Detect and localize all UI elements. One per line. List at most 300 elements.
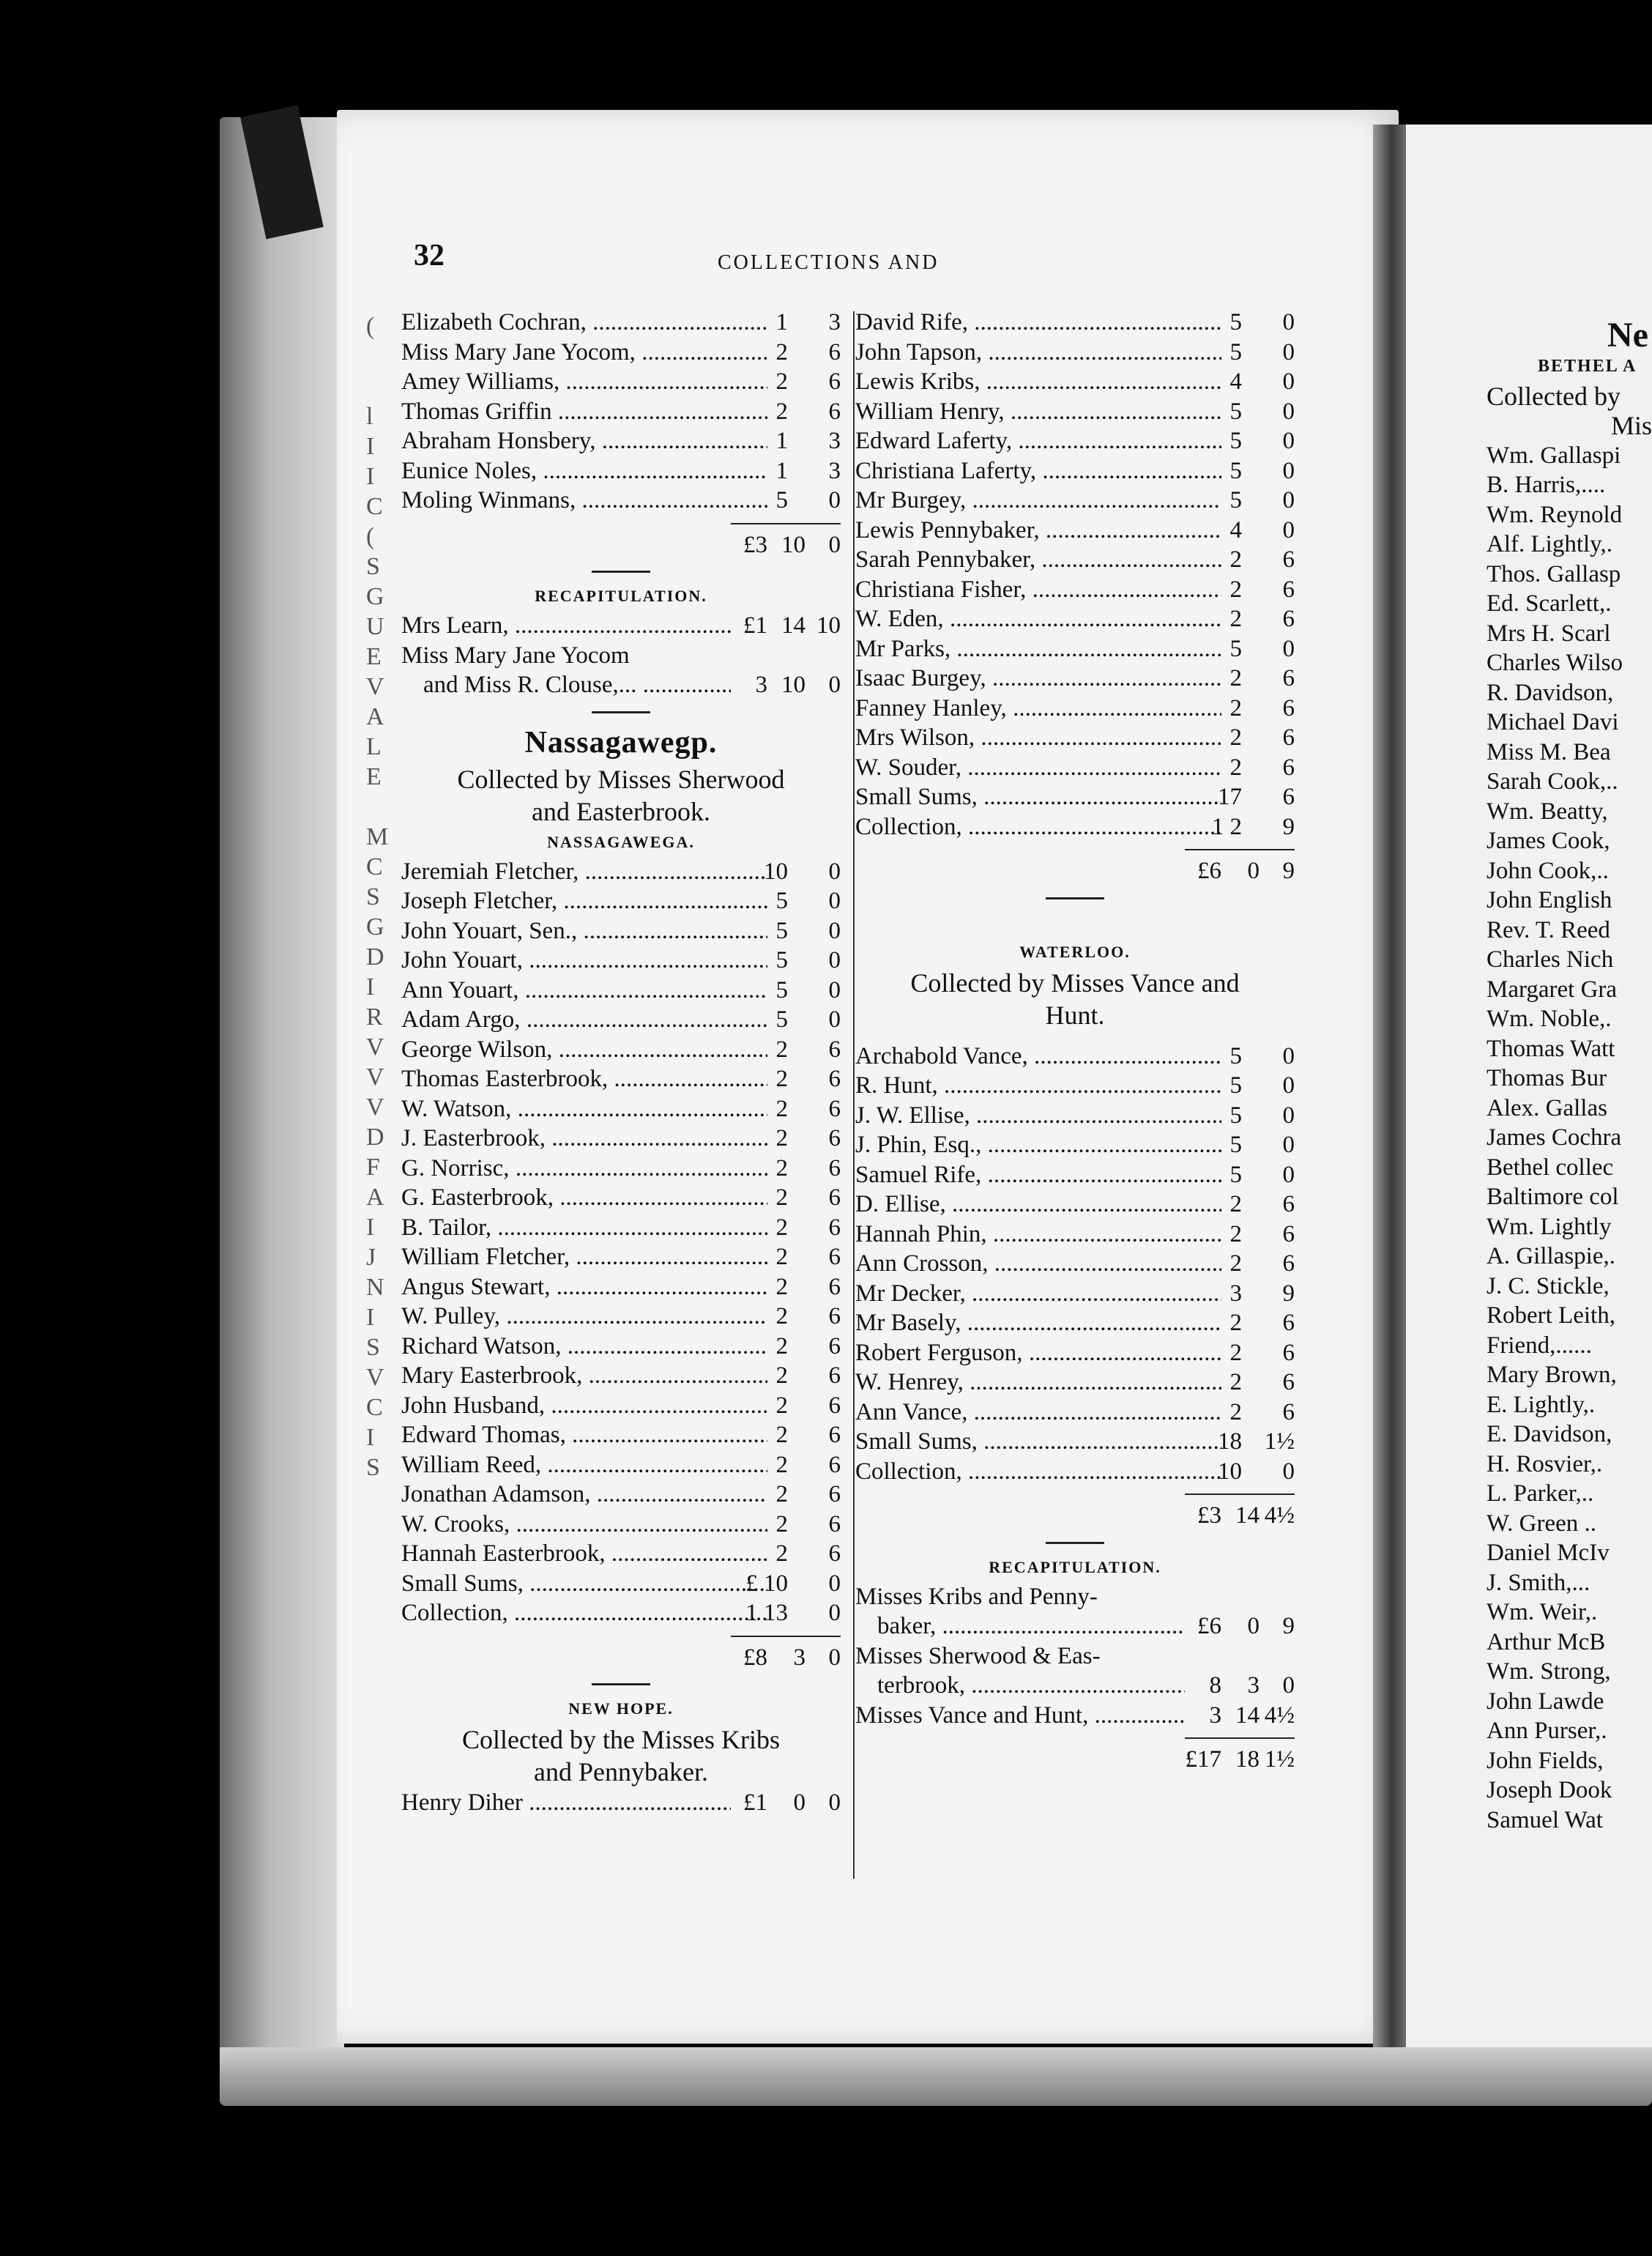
pence: 6 bbox=[828, 1303, 841, 1329]
facing-name: A. Gillaspie,. bbox=[1487, 1243, 1615, 1269]
donor-name: Jeremiah Fletcher, ..... bbox=[401, 857, 767, 887]
bleed-through-letters bbox=[366, 311, 388, 1483]
donor-name: Small Sums, ..... bbox=[855, 1427, 1221, 1457]
donor-name: Collection, ..... bbox=[855, 1457, 1221, 1487]
entry-row bbox=[401, 946, 841, 976]
pence: 6 bbox=[1282, 754, 1295, 781]
entry-row bbox=[401, 456, 841, 486]
shillings: 2 bbox=[1229, 1398, 1242, 1425]
pence: 0 bbox=[828, 888, 841, 914]
shillings: 1 13 bbox=[745, 1600, 788, 1626]
facing-name: Wm. Lightly bbox=[1487, 1213, 1612, 1240]
entry-row bbox=[855, 604, 1295, 634]
entry-row bbox=[401, 641, 841, 671]
pence: 6 bbox=[1282, 1191, 1295, 1217]
pence: 6 bbox=[1282, 606, 1295, 632]
pence: 6 bbox=[828, 1066, 841, 1092]
entry-row bbox=[855, 1160, 1295, 1190]
entry-row bbox=[401, 367, 841, 397]
entry-row bbox=[855, 1611, 1295, 1641]
edge-letter: ( bbox=[366, 523, 375, 550]
facing-name: Robert Leith, bbox=[1487, 1302, 1615, 1329]
shillings: 2 bbox=[1229, 665, 1242, 691]
donor-name: John Youart, ..... bbox=[401, 946, 767, 976]
shillings: 5 bbox=[775, 976, 788, 1003]
pence: 6 bbox=[828, 1214, 841, 1241]
entry-row bbox=[855, 397, 1295, 427]
donor-name: Misses Sherwood & Eas- bbox=[855, 1642, 1101, 1669]
facing-names-list bbox=[1487, 441, 1652, 1836]
edge-letter: S bbox=[366, 1334, 380, 1361]
entry-row bbox=[401, 486, 841, 516]
edge-letter bbox=[366, 792, 388, 822]
shillings: 5 bbox=[775, 487, 788, 513]
entry-row bbox=[855, 812, 1295, 842]
total-row: £6 0 9 bbox=[1197, 858, 1295, 884]
donor-name: Robert Ferguson, ..... bbox=[855, 1338, 1221, 1368]
pence: 6 bbox=[1282, 1220, 1295, 1247]
pence: 0 bbox=[1282, 1072, 1295, 1099]
shillings: 2 bbox=[775, 1125, 788, 1151]
facing-name: Samuel Wat bbox=[1487, 1806, 1603, 1833]
donor-name: John Youart, Sen., ..... bbox=[401, 916, 767, 946]
entry-row bbox=[855, 1279, 1295, 1309]
facing-name: James Cook, bbox=[1487, 828, 1610, 854]
entry-row bbox=[855, 1582, 1295, 1612]
edge-letter: V bbox=[366, 1094, 384, 1121]
facing-name: Margaret Gra bbox=[1487, 976, 1618, 1003]
shillings: 2 bbox=[1229, 1220, 1242, 1247]
facing-name: James Cochra bbox=[1487, 1124, 1622, 1151]
edge-letter: A bbox=[366, 703, 384, 730]
facing-name: John Cook,.. bbox=[1487, 857, 1609, 884]
shillings: 2 bbox=[775, 338, 788, 366]
shillings: 5 bbox=[1229, 1072, 1242, 1099]
shillings: 5 bbox=[1229, 338, 1242, 366]
entry-row bbox=[401, 1788, 841, 1818]
shillings: 14 bbox=[1235, 1702, 1260, 1729]
entry-row bbox=[401, 670, 841, 700]
donor-name: Hannah Phin, ..... bbox=[855, 1220, 1221, 1250]
pence: 6 bbox=[828, 1392, 841, 1419]
pence: 0 bbox=[1282, 1132, 1295, 1158]
donor-name: Elizabeth Cochran, ..... bbox=[401, 308, 767, 338]
facing-name: Daniel McIv bbox=[1487, 1540, 1610, 1566]
pence: 6 bbox=[828, 1244, 841, 1270]
pence: 0 bbox=[828, 1006, 841, 1033]
pounds: 8 bbox=[1209, 1672, 1221, 1699]
entry-row bbox=[855, 1398, 1295, 1428]
facing-name: Charles Nich bbox=[1487, 946, 1614, 973]
pence: 4½ bbox=[1264, 1702, 1295, 1729]
donor-name: Thomas Griffin ..... bbox=[401, 397, 767, 427]
entry-row bbox=[855, 664, 1295, 694]
shillings: 2 bbox=[1229, 694, 1242, 721]
entry-row bbox=[855, 1701, 1295, 1731]
donor-name: W. Eden, ..... bbox=[855, 604, 1221, 634]
shillings: 2 bbox=[775, 1214, 788, 1241]
edge-letter: M bbox=[366, 823, 388, 850]
donor-name: W. Pulley, ..... bbox=[401, 1302, 767, 1332]
shillings: 4 bbox=[1229, 516, 1242, 543]
donor-name: Lewis Pennybaker, ..... bbox=[855, 516, 1221, 546]
donor-name: George Wilson, ..... bbox=[401, 1035, 767, 1065]
donor-name: Christiana Laferty, ..... bbox=[855, 456, 1221, 486]
entry-row bbox=[401, 1005, 841, 1035]
new-hope-collected-line-2: and Pennybaker. bbox=[534, 1757, 708, 1786]
edge-letter: C bbox=[366, 853, 383, 880]
recap-list bbox=[401, 611, 841, 700]
edge-letter: E bbox=[366, 643, 382, 670]
pence: 6 bbox=[828, 1095, 841, 1122]
pence: 0 bbox=[828, 858, 841, 885]
entry-row bbox=[401, 1213, 841, 1243]
edge-letter bbox=[366, 371, 388, 401]
pence: 6 bbox=[828, 1540, 841, 1567]
entry-row bbox=[855, 1671, 1295, 1701]
facing-name: Thos. Gallasp bbox=[1487, 560, 1621, 587]
edge-letter: U bbox=[366, 613, 384, 640]
entry-row bbox=[401, 916, 841, 946]
donor-name: Mary Easterbrook, ..... bbox=[401, 1361, 767, 1391]
pence: 0 bbox=[1282, 1042, 1295, 1069]
facing-name: Wm. Strong, bbox=[1487, 1658, 1611, 1685]
shillings: 0 bbox=[1247, 1613, 1260, 1639]
entry-row bbox=[855, 634, 1295, 664]
pence: 6 bbox=[828, 1481, 841, 1507]
donor-name: G. Norrisc, ..... bbox=[401, 1154, 767, 1184]
pence: 1½ bbox=[1264, 1428, 1295, 1455]
section-rule bbox=[401, 700, 841, 722]
facing-collected-line-1: Collected by bbox=[1487, 381, 1621, 411]
donor-name: Joseph Fletcher, ..... bbox=[401, 886, 767, 916]
facing-name: L. Parker,.. bbox=[1487, 1480, 1594, 1507]
donor-name: Abraham Honsbery, ..... bbox=[401, 426, 767, 456]
pence: 6 bbox=[1282, 724, 1295, 751]
pence: 6 bbox=[828, 1510, 841, 1537]
donor-name: terbrook, ..... bbox=[855, 1671, 1185, 1701]
donor-name: Ann Youart, ..... bbox=[401, 976, 767, 1006]
shillings: 2 bbox=[775, 1362, 788, 1389]
entry-row bbox=[855, 575, 1295, 605]
entry-row bbox=[855, 1427, 1295, 1457]
facing-name: Thomas Bur bbox=[1487, 1065, 1607, 1091]
section-rule bbox=[401, 1672, 841, 1694]
donor-name: B. Tailor, ..... bbox=[401, 1213, 767, 1243]
top-entries-list bbox=[401, 308, 841, 516]
edge-letter: I bbox=[366, 1424, 375, 1451]
edge-letter: C bbox=[366, 493, 383, 520]
edge-letter: I bbox=[366, 1304, 375, 1331]
pence: 6 bbox=[1282, 576, 1295, 603]
shillings: 5 bbox=[1229, 1132, 1242, 1158]
pence: 3 bbox=[828, 428, 841, 454]
pounds: £1 bbox=[743, 612, 767, 639]
edge-letter: V bbox=[366, 1364, 384, 1391]
facing-name: Mary Brown, bbox=[1487, 1362, 1617, 1388]
shillings: 5 bbox=[775, 888, 788, 914]
shillings: 3 bbox=[1247, 1672, 1260, 1699]
donor-name: Richard Watson, ..... bbox=[401, 1332, 767, 1362]
left-column bbox=[401, 308, 841, 1818]
entry-row bbox=[401, 1361, 841, 1391]
edge-letter: V bbox=[366, 673, 384, 700]
pence: 6 bbox=[1282, 1310, 1295, 1336]
entry-row bbox=[401, 857, 841, 887]
pence: 6 bbox=[828, 1273, 841, 1300]
donor-name: Mr Parks, ..... bbox=[855, 634, 1221, 664]
facing-name: Thomas Watt bbox=[1487, 1035, 1615, 1062]
shillings: 2 bbox=[775, 398, 788, 425]
pence: 0 bbox=[1282, 1672, 1295, 1699]
entry-row bbox=[855, 723, 1295, 753]
donor-name: Amey Williams, ..... bbox=[401, 367, 767, 397]
donor-name: Miss Mary Jane Yocom bbox=[401, 642, 630, 669]
waterloo-list bbox=[855, 1042, 1295, 1487]
entry-row bbox=[401, 976, 841, 1006]
entry-row bbox=[855, 338, 1295, 368]
facing-name: Wm. Weir,. bbox=[1487, 1599, 1598, 1625]
shillings: 2 bbox=[1229, 546, 1242, 573]
entry-row bbox=[401, 1480, 841, 1510]
right-column bbox=[855, 308, 1295, 1775]
edge-letter: S bbox=[366, 883, 380, 910]
pence: 3 bbox=[828, 309, 841, 335]
donor-name: John Husband, ..... bbox=[401, 1391, 767, 1421]
entry-row bbox=[401, 1302, 841, 1332]
pence: 6 bbox=[1282, 784, 1295, 810]
entry-row bbox=[401, 1598, 841, 1628]
donor-name: Mrs Learn, ..... bbox=[401, 611, 731, 641]
new-hope-list bbox=[401, 1788, 841, 1818]
shillings: 2 bbox=[775, 1154, 788, 1181]
donor-name: Christiana Fisher, ..... bbox=[855, 575, 1221, 605]
pounds: £6 bbox=[1197, 1613, 1221, 1639]
pence: 0 bbox=[1282, 1458, 1295, 1485]
recap-list bbox=[855, 1582, 1295, 1731]
shillings: 2 bbox=[775, 1244, 788, 1270]
entry-row bbox=[855, 516, 1295, 546]
shillings: 2 bbox=[775, 1510, 788, 1537]
shillings: 2 bbox=[775, 1184, 788, 1211]
pence: 6 bbox=[828, 1422, 841, 1448]
donor-name: Thomas Easterbrook, ..... bbox=[401, 1064, 767, 1094]
pounds: 3 bbox=[755, 672, 767, 698]
entry-row bbox=[855, 1190, 1295, 1220]
donor-name: Mr Decker, ..... bbox=[855, 1279, 1221, 1309]
running-head: COLLECTIONS AND bbox=[718, 251, 940, 274]
pence: 0 bbox=[1282, 338, 1295, 366]
edge-letter: C bbox=[366, 1394, 383, 1421]
facing-heading: BETHEL A bbox=[1538, 357, 1637, 376]
edge-letter: D bbox=[366, 943, 384, 971]
facing-name: Friend,...... bbox=[1487, 1332, 1592, 1359]
pence: 6 bbox=[828, 1332, 841, 1359]
facing-name: E. Lightly,. bbox=[1487, 1391, 1596, 1418]
pence: 0 bbox=[828, 1600, 841, 1626]
shillings: 5 bbox=[775, 947, 788, 973]
donor-name: Misses Vance and Hunt, ..... bbox=[855, 1701, 1185, 1731]
donor-name: David Rife, ..... bbox=[855, 308, 1221, 338]
entry-row bbox=[855, 1249, 1295, 1279]
facing-name: Ed. Scarlett,. bbox=[1487, 590, 1612, 617]
shillings: 14 bbox=[781, 612, 805, 639]
pence: 0 bbox=[828, 947, 841, 973]
waterloo-collected-line-2: Hunt. bbox=[1045, 1000, 1105, 1030]
pence: 9 bbox=[1282, 813, 1295, 840]
pence: 10 bbox=[816, 612, 841, 639]
pence: 6 bbox=[828, 398, 841, 425]
shillings: 5 bbox=[1229, 1102, 1242, 1129]
shillings: 2 bbox=[775, 1332, 788, 1359]
edge-letter: I bbox=[366, 463, 375, 490]
facing-name: Joseph Dook bbox=[1487, 1777, 1612, 1803]
entry-row bbox=[401, 1332, 841, 1362]
grand-total-row: £17 18 1½ bbox=[1185, 1746, 1295, 1773]
entry-row bbox=[401, 1539, 841, 1569]
page-header bbox=[414, 238, 1292, 282]
entry-row bbox=[401, 1183, 841, 1213]
book-bottom-edge bbox=[220, 2047, 1652, 2106]
pence: 0 bbox=[828, 1570, 841, 1597]
facing-name: Baltimore col bbox=[1487, 1184, 1619, 1210]
page-number: 32 bbox=[414, 239, 444, 272]
pence: 0 bbox=[1282, 635, 1295, 662]
pence: 6 bbox=[1282, 546, 1295, 573]
pence: 6 bbox=[1282, 1339, 1295, 1366]
total-rule bbox=[855, 1730, 1295, 1745]
shillings: 2 bbox=[775, 1392, 788, 1419]
donor-list bbox=[855, 308, 1295, 842]
donor-name: John Tapson, ..... bbox=[855, 338, 1221, 368]
donor-name: Archabold Vance, ..... bbox=[855, 1042, 1221, 1072]
shillings: 2 bbox=[1229, 724, 1242, 751]
pence: 6 bbox=[828, 1154, 841, 1181]
shillings: 5 bbox=[1229, 487, 1242, 513]
facing-name: B. Harris,.... bbox=[1487, 472, 1606, 498]
shillings: 2 bbox=[775, 1481, 788, 1507]
facing-name: John English bbox=[1487, 887, 1612, 913]
facing-name: J. Smith,... bbox=[1487, 1569, 1590, 1596]
edge-letter: V bbox=[366, 1034, 384, 1061]
donor-name: D. Ellise, ..... bbox=[855, 1190, 1221, 1220]
shillings: 2 bbox=[1229, 576, 1242, 603]
book-page-edges bbox=[220, 117, 344, 2051]
entry-row bbox=[855, 1130, 1295, 1160]
facing-name: Miss M. Bea bbox=[1487, 738, 1611, 765]
donor-name: Mr Burgey, ..... bbox=[855, 486, 1221, 516]
facing-name: E. Davidson, bbox=[1487, 1421, 1612, 1447]
pence: 6 bbox=[828, 368, 841, 395]
donor-name: Miss Mary Jane Yocom, ..... bbox=[401, 338, 767, 368]
entry-row bbox=[855, 1368, 1295, 1398]
edge-letter: F bbox=[366, 1154, 380, 1181]
entry-row bbox=[401, 1242, 841, 1272]
shillings: 1 bbox=[775, 309, 788, 335]
waterloo-collected-line-1: Collected by Misses Vance and bbox=[910, 968, 1240, 998]
pence: 6 bbox=[828, 1036, 841, 1063]
shillings: £ 10 bbox=[745, 1570, 788, 1597]
entry-row bbox=[855, 1042, 1295, 1072]
total-rule bbox=[401, 1628, 841, 1643]
pence: 0 bbox=[828, 917, 841, 944]
pence: 0 bbox=[1282, 368, 1295, 395]
entry-row bbox=[401, 1420, 841, 1450]
entry-row bbox=[401, 611, 841, 641]
collected-by-line-1: Collected by Misses Sherwood bbox=[457, 764, 785, 794]
entry-row bbox=[401, 1035, 841, 1065]
pence: 6 bbox=[1282, 1369, 1295, 1395]
donor-name: Misses Kribs and Penny- bbox=[855, 1583, 1098, 1610]
edge-letter: R bbox=[366, 1003, 383, 1031]
donor-name: Edward Laferty, ..... bbox=[855, 426, 1221, 456]
pence: 6 bbox=[1282, 694, 1295, 721]
entry-row bbox=[401, 1124, 841, 1154]
facing-name: Charles Wilso bbox=[1487, 650, 1623, 676]
total-rule bbox=[401, 516, 841, 530]
collected-by-line-2: and Easterbrook. bbox=[532, 796, 710, 826]
shillings: 5 bbox=[1229, 398, 1242, 425]
donor-name: W. Watson, ..... bbox=[401, 1094, 767, 1124]
facing-name: Wm. Noble,. bbox=[1487, 1006, 1612, 1032]
pence: 6 bbox=[828, 1184, 841, 1211]
edge-letter bbox=[366, 341, 388, 371]
donor-name: J. Easterbrook, ..... bbox=[401, 1124, 767, 1154]
entry-row bbox=[401, 338, 841, 368]
shillings: 2 bbox=[775, 1451, 788, 1478]
edge-letter: N bbox=[366, 1274, 384, 1301]
donor-name: Adam Argo, ..... bbox=[401, 1005, 767, 1035]
edge-letter: J bbox=[366, 1244, 376, 1271]
entry-row bbox=[401, 1094, 841, 1124]
donor-name: Isaac Burgey, ..... bbox=[855, 664, 1221, 694]
shillings: 5 bbox=[1229, 309, 1242, 335]
shillings: 2 bbox=[1229, 1369, 1242, 1395]
donor-name: William Fletcher, ..... bbox=[401, 1242, 767, 1272]
donor-name: Samuel Rife, ..... bbox=[855, 1160, 1221, 1190]
facing-name: R. Davidson, bbox=[1487, 679, 1614, 706]
pence: 0 bbox=[1282, 457, 1295, 484]
facing-page-text bbox=[1487, 308, 1652, 1835]
entry-row bbox=[401, 1064, 841, 1094]
facing-name: John Fields, bbox=[1487, 1747, 1604, 1774]
section-rule bbox=[401, 560, 841, 582]
shillings: 5 bbox=[775, 917, 788, 944]
entry-row bbox=[855, 545, 1295, 575]
entry-row bbox=[855, 694, 1295, 724]
section-total-row: £8 3 0 bbox=[743, 1644, 841, 1671]
donor-name: Collection, ..... bbox=[855, 812, 1221, 842]
edge-letter: A bbox=[366, 1184, 384, 1211]
donor-name: Small Sums, ..... bbox=[401, 1569, 767, 1599]
new-hope-heading: NEW HOPE. bbox=[568, 1699, 674, 1718]
donor-name: Small Sums, ..... bbox=[855, 782, 1221, 812]
shillings: 2 bbox=[775, 1303, 788, 1329]
pence: 9 bbox=[1282, 1280, 1295, 1307]
total-rule bbox=[855, 842, 1295, 856]
edge-letter: ( bbox=[366, 313, 375, 340]
shillings: 2 bbox=[1229, 754, 1242, 781]
shillings: 0 bbox=[793, 1789, 805, 1816]
shillings: 2 bbox=[1229, 1191, 1242, 1217]
shillings: 1 2 bbox=[1211, 813, 1242, 840]
entry-row bbox=[855, 367, 1295, 397]
shillings: 5 bbox=[1229, 1161, 1242, 1188]
donor-name: Hannah Easterbrook, ..... bbox=[401, 1539, 767, 1569]
donor-name: Henry Diher ..... bbox=[401, 1788, 731, 1818]
pounds: £1 bbox=[743, 1789, 767, 1816]
pence: 9 bbox=[1282, 1613, 1295, 1639]
